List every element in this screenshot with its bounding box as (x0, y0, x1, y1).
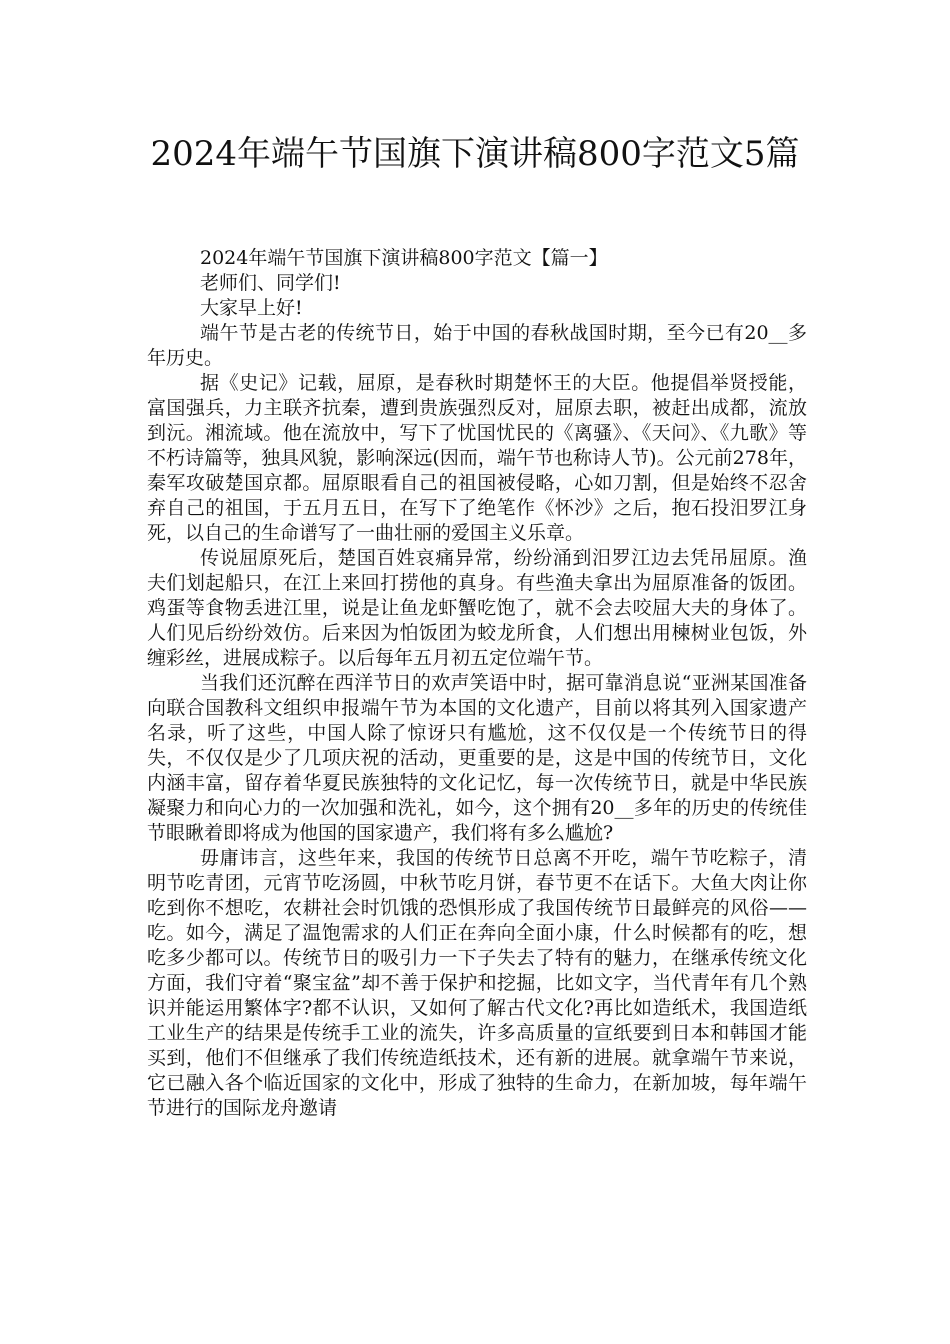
paragraph-tradition: 毋庸讳言，这些年来，我国的传统节日总离不开吃，端午节吃粽子，清明节吃青团，元宵节吃汤圆，中秋节吃月饼，春节更不在话下。大鱼大肉让你吃到你不想吃，农耕社会时饥饿的恐惧形成了我国传统节日最鲜亮的风俗——吃。如今，满足了温饱需求的人们正在奔向全面小康，什么时候都有的吃，想吃多少都可以。传统节日的吸引力一下子失去了特有的魅力，在继承传统文化方面，我们守着“聚宝盆”却不善于保护和挖掘，比如文字，当代青年有几个熟识并能运用繁体字?都不认识，又如何了解古代文化?再比如造纸术，我国造纸工业生产的结果是传统手工业的流失，许多高质量的宣纸要到日本和韩国才能买到，他们不但继承了我们传统造纸技术，还有新的进展。就拿端午节来说，它已融入各个临近国家的文化中，形成了独特的生命力，在新加坡，每年端午节进行的国际龙舟邀请 (147, 847, 807, 1119)
paragraph-heritage: 当我们还沉醉在西洋节日的欢声笑语中时，据可靠消息说“亚洲某国准备向联合国教科文组织申报端午节为本国的文化遗产，目前以将其列入国家遗产名录，听了这些，中国人除了惊讶只有尴尬，这不仅仅是一个传统节日的得失，不仅仅是少了几项庆祝的活动，更重要的是，这是中国的传统节日，文化内涵丰富，留存着华夏民族独特的文化记忆，每一次传统节日，就是中华民族凝聚力和向心力的一次加强和洗礼，如今，这个拥有20__多年的历史的传统佳节眼瞅着即将成为他国的国家遗产，我们将有多么尴尬? (147, 672, 807, 844)
greeting: 大家早上好! (200, 297, 303, 319)
paragraph-origin: 端午节是古老的传统节日，始于中国的春秋战国时期，至今已有20__多年历史。 (147, 322, 807, 369)
paragraph-legend: 传说屈原死后，楚国百姓哀痛异常，纷纷涌到汨罗江边去凭吊屈原。渔夫们划起船只，在江上来回打捞他的真身。有些渔夫拿出为屈原准备的饭团。鸡蛋等食物丢进江里，说是让鱼龙虾蟹吃饱了，就不会去咬屈大夫的身体了。人们见后纷纷效仿。后来因为怕饭团为蛟龙所食，人们想出用楝树业包饭，外缠彩丝，进展成粽子。以后每年五月初五定位端午节。 (147, 547, 807, 669)
document-title: 2024年端午节国旗下演讲稿800字范文5篇 (150, 134, 800, 174)
section-heading: 2024年端午节国旗下演讲稿800字范文【篇一】 (200, 247, 608, 269)
paragraph-quyuan-history: 据《史记》记载，屈原，是春秋时期楚怀王的大臣。他提倡举贤授能，富国强兵，力主联齐抗秦，遭到贵族强烈反对，屈原去职，被赶出成都，流放到沅。湘流域。他在流放中，写下了忧国忧民的《离骚》、《天问》、《九歌》等不朽诗篇等，独具风貌，影响深远(因而，端午节也称诗人节)。公元前278年，秦军攻破楚国京都。屈原眼看自己的祖国被侵略，心如刀割，但是始终不忍舍弃自己的祖国，于五月五日，在写下了绝笔作《怀沙》之后，抱石投汨罗江身死，以自己的生命谱写了一曲壮丽的爱国主义乐章。 (147, 372, 807, 544)
salutation: 老师们、同学们! (200, 272, 341, 294)
document-body (147, 246, 807, 1121)
